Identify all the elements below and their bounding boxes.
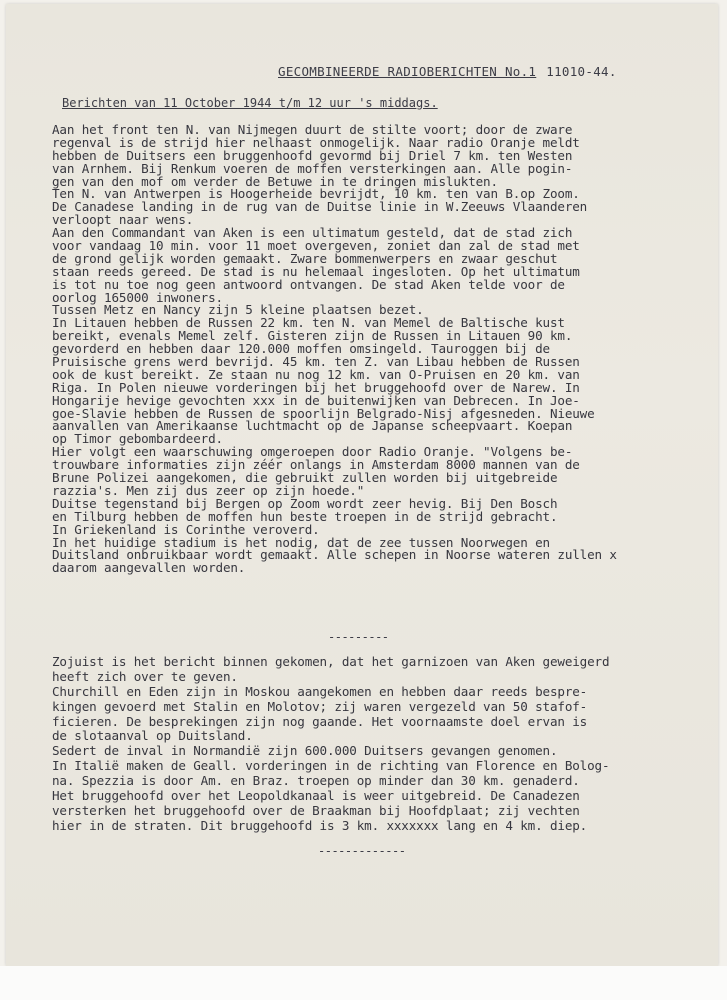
text-line: Hier volgt een waarschuwing omgeroepen door Radio Oranje. "Volgens be-: [52, 444, 573, 460]
text-line: trouwbare informaties zijn zéér onlangs in Amsterdam 8000 mannen van de: [52, 457, 580, 473]
text-line: Aan het front ten N. van Nijmegen duurt de stilte voort; door de zware: [52, 122, 573, 137]
text-line: Churchill en Eden zijn in Moskou aangekomen en hebben daar reeds bespre-: [52, 683, 588, 699]
text-line: staan reeds gereed. De stad is nu helemaal ingesloten. Op het ultimatum: [52, 263, 580, 279]
text-line: Het bruggehoofd over het Leopoldkanaal is weer uitgebreid. De Canadezen: [52, 788, 580, 804]
text-line: daarom aangevallen worden.: [52, 560, 246, 576]
text-line: In Litauen hebben de Russen 22 km. ten N. van Memel de Baltische kust: [52, 315, 565, 331]
section-divider: ---------: [328, 630, 389, 644]
text-line: In Italië maken de Geall. vorderingen in de richting van Florence en Bolog-: [52, 758, 610, 774]
text-line: regenval is de strijd hier nelhaast onmogelijk. Naar radio Oranje meldt: [52, 134, 580, 150]
text-line: ficieren. De besprekingen zijn nog gaande. Het voornaamste doel ervan is: [52, 713, 588, 729]
text-line: kingen gevoerd met Stalin en Molotov; zij waren vergezeld van 50 stafof-: [52, 698, 588, 714]
text-line: hebben de Duitsers een bruggenhoofd gevormd bij Driel 7 km. ten Westen: [52, 147, 573, 163]
text-line: Tussen Metz en Nancy zijn 5 kleine plaatsen bezet.: [52, 302, 424, 318]
text-line: de grond gelijk worden gemaakt. Zware bommenwerpers en zwaar geschut: [52, 250, 558, 266]
text-line: goe-Slavie hebben de Russen de spoorlijn Belgrado-Nisj afgesneden. Nieuwe: [52, 405, 595, 421]
text-line: aanvallen van Amerikaanse luchtmacht op de Japanse scheepvaart. Koepan: [52, 418, 573, 434]
text-line: gen van den mof om verder de Betuwe in te dringen mislukten.: [52, 173, 498, 189]
news-section-1: [52, 124, 712, 575]
text-line: Sedert de inval in Normandië zijn 600.000 Duitsers gevangen genomen.: [52, 743, 558, 759]
text-line: Pruisische grens werd bevrijd. 45 km. ten Z. van Libau hebben de Russen: [52, 354, 580, 370]
text-line: razzia's. Men zij dus zeer op zijn hoede.": [52, 482, 365, 498]
text-line: bereikt, evenals Memel zelf. Gisteren zijn de Russen in Litauen 90 km.: [52, 328, 573, 344]
news-section-2: [52, 655, 712, 834]
text-line: In Griekenland is Corinthe veroverd.: [52, 521, 320, 537]
text-line: Hongarije hevige gevochten xxx in de buitenwijken van Debrecen. In Joe-: [52, 392, 580, 408]
text-line: oorlog 165000 inwoners.: [52, 289, 223, 305]
document-subtitle: Berichten van 11 October 1944 t/m 12 uur 's middags.: [62, 96, 438, 110]
text-line: hier in de straten. Dit bruggehoofd is 3 km. xxxxxxx lang en 4 km. diep.: [52, 817, 588, 833]
text-line: Duitsland onbruikbaar wordt gemaakt. Alle schepen in Noorse wateren zullen x: [52, 547, 617, 563]
text-line: In het huidige stadium is het nodig, dat de zee tussen Noorwegen en: [52, 534, 550, 550]
text-line: de slotaanval op Duitsland.: [52, 728, 253, 744]
text-line: en Tilburg hebben de moffen hun beste troepen in de strijd gebracht.: [52, 508, 558, 524]
text-line: Aan den Commandant van Aken is een ultimatum gesteld, dat de stad zich: [52, 225, 573, 241]
end-divider: -------------: [318, 844, 406, 858]
document-date: 11010-44.: [546, 64, 617, 79]
text-line: ook de kust bereikt. Ze staan nu nog 12 km. van O-Pruisen en 20 km. van: [52, 366, 580, 382]
text-line: op Timor gebombardeerd.: [52, 431, 223, 447]
text-line: De Canadese landing in de rug van de Duitse linie in W.Zeeuws Vlaanderen: [52, 199, 588, 215]
document-title: GECOMBINEERDE RADIOBERICHTEN No.1: [278, 64, 537, 79]
text-line: van Arnhem. Bij Renkum voeren de moffen versterkingen aan. Alle pogin-: [52, 160, 573, 176]
text-line: na. Spezzia is door Am. en Braz. troepen op minder dan 30 km. genaderd.: [52, 773, 580, 789]
text-line: Riga. In Polen nieuwe vorderingen bij het bruggehoofd over de Narew. In: [52, 379, 580, 395]
text-line: verloopt naar wens.: [52, 212, 194, 228]
text-line: heeft zich over te geven.: [52, 668, 238, 684]
text-line: Zojuist is het bericht binnen gekomen, dat het garnizoen van Aken geweigerd: [52, 654, 610, 669]
document-header: [278, 64, 617, 79]
text-line: is tot nu toe nog geen antwoord ontvangen. De stad Aken telde voor de: [52, 276, 565, 292]
text-line: Duitse tegenstand bij Bergen op Zoom wordt zeer hevig. Bij Den Bosch: [52, 495, 558, 511]
text-line: Brune Polizei aangekomen, die gebruikt zullen worden bij uitgebreide: [52, 470, 558, 486]
text-line: voor vandaag 10 min. voor 11 moet overgeven, zoniet dan zal de stad met: [52, 238, 580, 254]
text-line: versterken het bruggehoofd over de Braakman bij Hoofdplaat; zij vechten: [52, 802, 580, 818]
text-line: Ten N. van Antwerpen is Hoogerheide bevrijdt, 10 km. ten van B.op Zoom.: [52, 186, 580, 202]
scan-bottom-strip: [0, 966, 727, 1000]
text-line: gevorderd en hebben daar 120.000 moffen omsingeld. Tauroggen bij de: [52, 341, 550, 357]
paper-sheet: [6, 4, 718, 966]
